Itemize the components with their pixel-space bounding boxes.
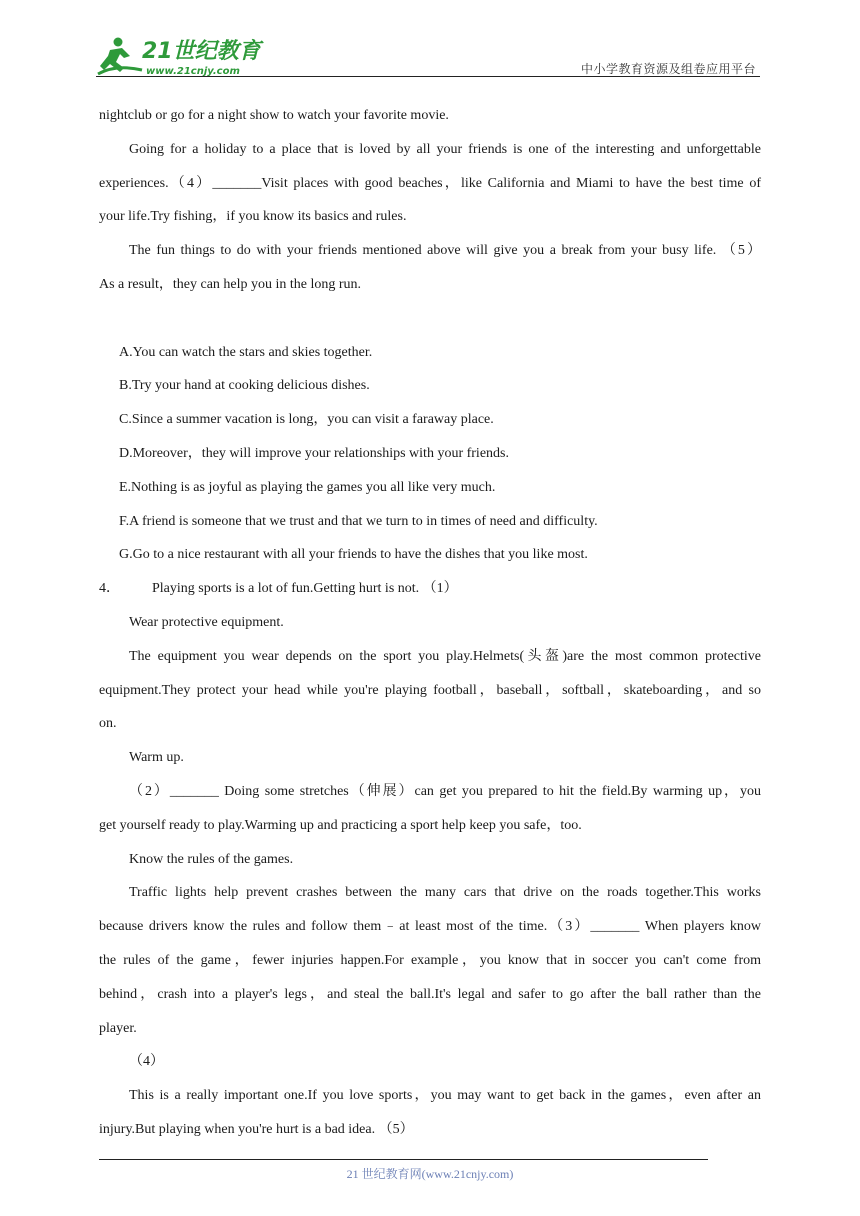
- platform-name: 中小学教育资源及组卷应用平台: [580, 62, 756, 76]
- paragraph-line: equipment.They protect your head while you're playing football，baseball，softball，skateboarding，and so: [99, 682, 761, 698]
- paragraph-line: experiences.（4）_______Visit places with good beaches，like California and Miami to have the best time of: [99, 175, 761, 191]
- logo-runner-icon: [96, 34, 266, 78]
- paragraph-line: （2）_______ Doing some stretches（伸展）can get you prepared to hit the field.By warming up，you: [129, 783, 761, 799]
- paragraph-line: Playing sports is a lot of fun.Getting hurt is not. （1）: [152, 581, 458, 597]
- question-4-intro: [99, 572, 761, 606]
- paragraph-line: This is a really important one.If you love sports，you may want to get back in the games，even after an: [129, 1088, 761, 1104]
- logo: [96, 34, 266, 78]
- page-header: [96, 30, 760, 78]
- paragraph-line: the rules of the game，fewer injuries happen.For example，you know that in soccer you can't come from: [99, 952, 761, 968]
- paragraph-line: As a result，they can help you in the long run.: [99, 276, 362, 292]
- option-b: B.Try your hand at cooking delicious dishes.: [119, 378, 370, 394]
- option-d: D.Moreover，they will improve your relationships with your friends.: [119, 445, 509, 461]
- paragraph-line: injury.But playing when you're hurt is a bad idea. （5）: [99, 1121, 414, 1137]
- option-g: G.Go to a nice restaurant with all your friends to have the dishes that you like most.: [119, 547, 588, 563]
- paragraph-line: your life.Try fishing，if you know its basics and rules.: [99, 209, 407, 225]
- option-e: E.Nothing is as joyful as playing the games you all like very much.: [119, 479, 496, 495]
- question-number: 4．: [99, 581, 120, 597]
- paragraph-line: nightclub or go for a night show to watch your favorite movie.: [99, 108, 449, 123]
- paragraph-line: The fun things to do with your friends mentioned above will give you a break from your busy life. （5）: [129, 243, 761, 259]
- footer-divider: [99, 1159, 708, 1160]
- paragraph-line: The equipment you wear depends on the sport you play.Helmets(头盔)are the most common protective: [129, 648, 761, 664]
- option-c: C.Since a summer vacation is long，you can visit a faraway place.: [119, 412, 494, 428]
- paragraph-line: Going for a holiday to a place that is loved by all your friends is one of the interesting and unforgettable: [129, 141, 761, 157]
- paragraph-line: behind，crash into a player's legs，and steal the ball.It's legal and safer to go after the ball rather than the: [99, 986, 761, 1002]
- blank-marker: （4）: [129, 1054, 164, 1070]
- option-f: F.A friend is someone that we trust and that we turn to in times of need and difficulty.: [119, 513, 598, 529]
- paragraph-line: get yourself ready to play.Warming up and practicing a sport help keep you safe，too.: [99, 817, 582, 833]
- paragraph-line: on.: [99, 716, 117, 732]
- paragraph-line: player.: [99, 1020, 137, 1036]
- page-footer: 21 世纪教育网(www.21cnjy.com): [346, 1167, 514, 1181]
- header-divider: [96, 76, 760, 77]
- spacer: [99, 302, 761, 336]
- section-heading: Know the rules of the games.: [129, 851, 294, 867]
- option-a: A.You can watch the stars and skies together.: [119, 344, 373, 360]
- svg-text:21世纪教育: 21世纪教育: [142, 39, 261, 64]
- svg-text:www.21cnjy.com: www.21cnjy.com: [146, 66, 240, 77]
- document-body: [99, 99, 761, 1147]
- section-heading: Warm up.: [129, 750, 184, 766]
- paragraph-line: Traffic lights help prevent crashes between the many cars that drive on the roads together.This works: [129, 885, 761, 901]
- section-heading: Wear protective equipment.: [129, 614, 284, 630]
- paragraph-line: because drivers know the rules and follow them﹣at least most of the time.（3）_______ When players know: [99, 919, 761, 935]
